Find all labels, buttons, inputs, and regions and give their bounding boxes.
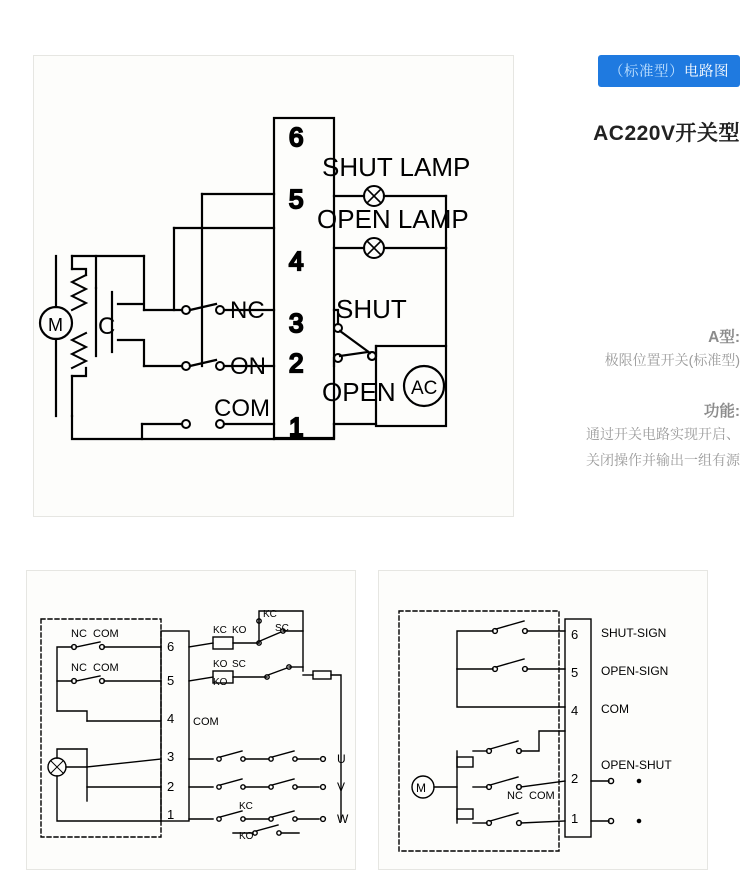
function-line-2: 关闭操作并输出一组有源	[586, 452, 740, 468]
bl-com-2: COM	[93, 662, 119, 674]
bl-ko-2: KO	[232, 625, 247, 636]
br-terminal-5: 5	[571, 665, 579, 680]
bl-phase-v: V	[337, 780, 346, 794]
bl-sc-2: SC	[275, 623, 289, 634]
badge-prefix: （标准型）	[609, 64, 684, 80]
bl-kc-coil: KC	[239, 801, 253, 812]
on-label: ON	[230, 353, 266, 380]
capacitor-label: C	[98, 313, 116, 340]
bl-phase-w: W	[337, 812, 349, 826]
function-line-1: 通过开关电路实现开启、	[586, 426, 740, 442]
br-terminal-4: 4	[571, 703, 579, 718]
br-open-shut-label: OPEN-SHUT	[601, 758, 672, 772]
main-circuit-svg	[34, 56, 513, 516]
three-phase-circuit-panel	[26, 570, 356, 870]
br-open-sign-label: OPEN-SIGN	[601, 664, 669, 678]
page-title: AC220V开关型	[593, 122, 740, 145]
badge-suffix: 电路图	[684, 64, 729, 80]
shut-label: SHUT	[336, 294, 407, 324]
bl-ko-3: KO	[213, 677, 228, 688]
br-terminal-1: 1	[571, 811, 579, 826]
terminal-4-label: 4	[289, 246, 304, 276]
br-terminal-2: 2	[571, 771, 579, 786]
bl-com-mid: COM	[193, 716, 219, 728]
bl-terminal-3: 3	[167, 749, 175, 764]
com-label: COM	[214, 395, 270, 422]
main-circuit-panel	[33, 55, 514, 517]
nc-label: NC	[230, 297, 265, 324]
bl-terminal-1: 1	[167, 807, 175, 822]
bl-phase-u: U	[337, 752, 346, 766]
bl-terminal-5: 5	[167, 673, 175, 688]
signal-circuit-svg	[379, 571, 707, 869]
terminal-5-label: 5	[289, 184, 304, 214]
br-shut-sign-label: SHUT-SIGN	[601, 626, 667, 640]
signal-circuit-panel	[378, 570, 708, 870]
terminal-2-label: 2	[289, 348, 304, 378]
open-label: OPEN	[322, 377, 396, 407]
br-com2-label: COM	[529, 790, 555, 802]
terminal-6-label: 6	[289, 122, 304, 152]
terminal-3-label: 3	[289, 308, 304, 338]
br-motor-label: M	[416, 781, 426, 795]
bl-ko-1: KO	[213, 659, 228, 670]
standard-type-badge	[598, 55, 740, 87]
bl-nc-2: NC	[71, 662, 87, 674]
shut-lamp-label: SHUT LAMP	[322, 152, 471, 182]
bl-terminal-6: 6	[167, 639, 175, 654]
bl-kc-1: KC	[213, 625, 227, 636]
ac-label: AC	[411, 378, 438, 399]
terminal-1-label: 1	[289, 412, 304, 442]
motor-label: M	[48, 315, 63, 335]
open-lamp-label: OPEN LAMP	[317, 204, 469, 234]
br-com-label: COM	[601, 702, 629, 716]
bl-nc-1: NC	[71, 628, 87, 640]
type-label: A型:	[708, 329, 740, 346]
bl-terminal-4: 4	[167, 711, 175, 726]
bl-kc-2: KC	[263, 609, 277, 620]
bl-com-1: COM	[93, 628, 119, 640]
bl-terminal-2: 2	[167, 779, 175, 794]
description-column	[530, 55, 740, 517]
bl-sc-1: SC	[232, 659, 246, 670]
type-block	[530, 325, 740, 373]
three-phase-circuit-svg	[27, 571, 355, 869]
bl-ko-coil: KO	[239, 831, 254, 842]
br-terminal-6: 6	[571, 627, 579, 642]
type-value: 极限位置开关(标准型)	[604, 352, 740, 368]
function-label: 功能:	[703, 403, 740, 420]
br-nc-label: NC	[507, 790, 523, 802]
function-block	[530, 399, 740, 473]
